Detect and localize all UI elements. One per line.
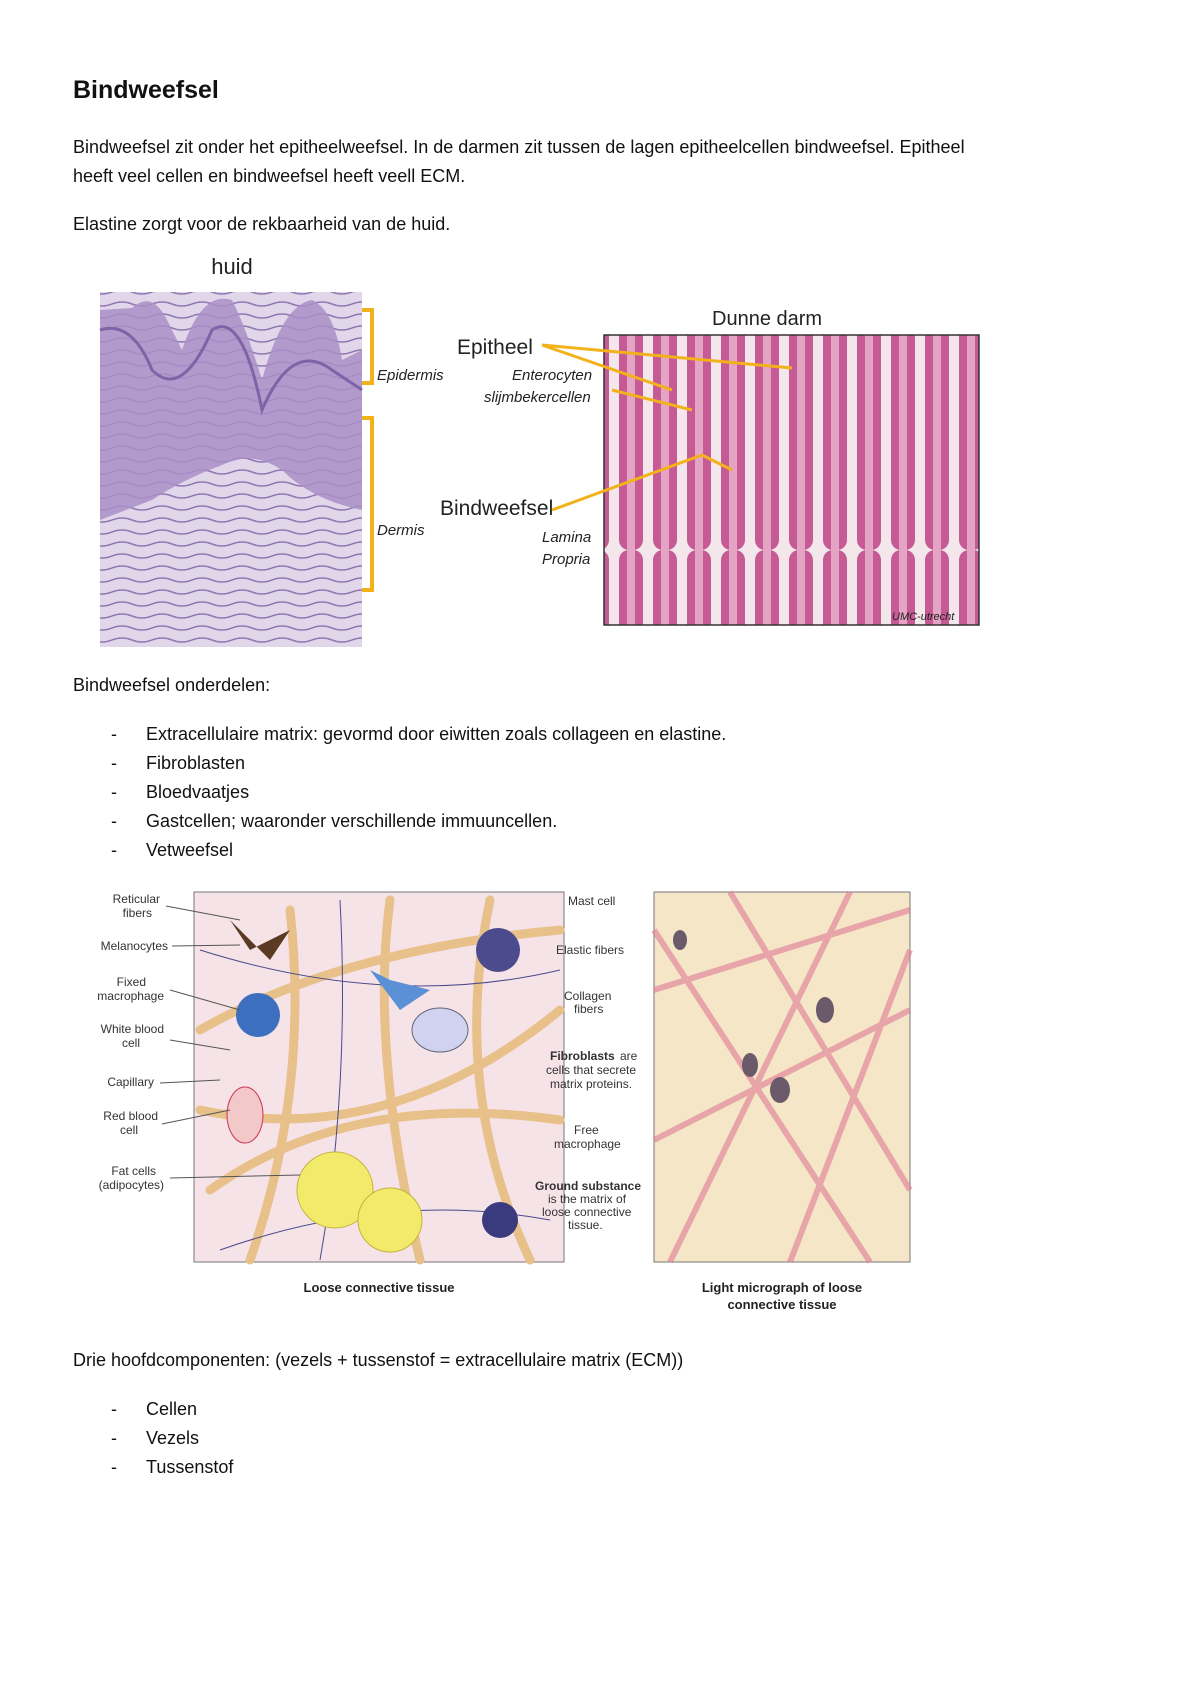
drie-heading: Drie hoofdcomponenten: (vezels + tussenstof = extracellulaire matrix (ECM)) bbox=[73, 1350, 684, 1370]
left-labels bbox=[97, 892, 168, 1192]
slijmbekercellen-label: slijmbekercellen bbox=[484, 389, 591, 406]
list-item: - Tussenstof bbox=[111, 1457, 234, 1477]
page-title: Bindweefsel bbox=[73, 76, 219, 104]
onderdelen-list bbox=[73, 720, 726, 865]
svg-text:are: are bbox=[620, 1049, 638, 1063]
elastine-paragraph: Elastine zorgt voor de rekbaarheid van de huid. bbox=[73, 214, 451, 234]
svg-text:White blood: White blood bbox=[100, 1022, 164, 1036]
list-item: - Gastcellen; waaronder verschillende immuuncellen. bbox=[111, 811, 558, 831]
svg-text:(adipocytes): (adipocytes) bbox=[98, 1178, 164, 1192]
bindweefsel-label: Bindweefsel bbox=[440, 497, 554, 520]
list-item: - Fibroblasten bbox=[111, 753, 246, 773]
svg-text:macrophage: macrophage bbox=[97, 989, 164, 1003]
svg-text:cell: cell bbox=[119, 1123, 138, 1137]
svg-text:Free: Free bbox=[574, 1123, 599, 1137]
drie-list bbox=[73, 1395, 233, 1482]
svg-text:Red blood: Red blood bbox=[103, 1109, 158, 1123]
enterocyten-label: Enterocyten bbox=[512, 367, 593, 384]
list-item: - Extracellulaire matrix: gevormd door eiwitten zoals collageen en elastine. bbox=[111, 724, 727, 744]
dunne-darm-label: Dunne darm bbox=[712, 308, 823, 330]
caption-right-1: Light micrograph of loose bbox=[701, 1280, 863, 1295]
svg-text:Reticular: Reticular bbox=[112, 892, 160, 906]
list-item: - Cellen bbox=[111, 1399, 198, 1419]
epidermis-label: Epidermis bbox=[377, 367, 444, 384]
histology-figure bbox=[72, 250, 1002, 660]
svg-text:Elastic fibers: Elastic fibers bbox=[556, 943, 625, 957]
list-item: - Vezels bbox=[111, 1428, 200, 1448]
huid-label: huid bbox=[211, 254, 253, 279]
lamina-label: Lamina bbox=[542, 529, 592, 546]
svg-text:Mast cell: Mast cell bbox=[568, 894, 616, 908]
intro-paragraph bbox=[73, 133, 1113, 191]
svg-text:Fat cells: Fat cells bbox=[111, 1164, 156, 1178]
propria-label: Propria bbox=[542, 551, 591, 568]
svg-text:fibers: fibers bbox=[122, 906, 152, 920]
svg-text:cell: cell bbox=[121, 1036, 140, 1050]
skin-brackets bbox=[362, 310, 372, 590]
dermis-label: Dermis bbox=[377, 522, 425, 539]
svg-text:Fibroblasts: Fibroblasts bbox=[550, 1049, 615, 1063]
svg-text:fibers: fibers bbox=[574, 1002, 604, 1016]
list-item: - Bloedvaatjes bbox=[111, 782, 250, 802]
svg-text:cells that secrete: cells that secrete bbox=[546, 1063, 637, 1077]
svg-text:Ground substance: Ground substance bbox=[535, 1179, 642, 1193]
intro-line-2: heeft veel cellen en bindweefsel heeft veell ECM. bbox=[73, 166, 466, 186]
connective-tissue-figure bbox=[90, 890, 1000, 1330]
svg-text:Fixed: Fixed bbox=[116, 975, 146, 989]
svg-text:loose connective: loose connective bbox=[542, 1205, 632, 1219]
intro-line-1: Bindweefsel zit onder het epitheelweefsel. In de darmen zit tussen de lagen epitheelcellen bindweefsel. Epitheel bbox=[73, 137, 965, 157]
svg-text:is the matrix of: is the matrix of bbox=[548, 1192, 627, 1206]
onderdelen-heading: Bindweefsel onderdelen: bbox=[73, 675, 271, 695]
epitheel-label: Epitheel bbox=[457, 336, 533, 359]
svg-text:Capillary: Capillary bbox=[107, 1075, 154, 1089]
list-item: - Vetweefsel bbox=[111, 840, 234, 860]
svg-text:Melanocytes: Melanocytes bbox=[100, 939, 168, 953]
connective-micrograph bbox=[654, 892, 910, 1262]
svg-text:tissue.: tissue. bbox=[568, 1218, 603, 1232]
caption-right-2: connective tissue bbox=[727, 1297, 837, 1312]
caption-left: Loose connective tissue bbox=[303, 1280, 455, 1295]
svg-text:macrophage: macrophage bbox=[554, 1137, 621, 1151]
skin-micrograph bbox=[100, 254, 362, 647]
svg-text:matrix proteins.: matrix proteins. bbox=[550, 1077, 633, 1091]
credit-label: UMC-utrecht bbox=[892, 611, 955, 623]
loose-connective-illustration bbox=[194, 892, 564, 1262]
svg-text:Collagen: Collagen bbox=[564, 989, 612, 1003]
